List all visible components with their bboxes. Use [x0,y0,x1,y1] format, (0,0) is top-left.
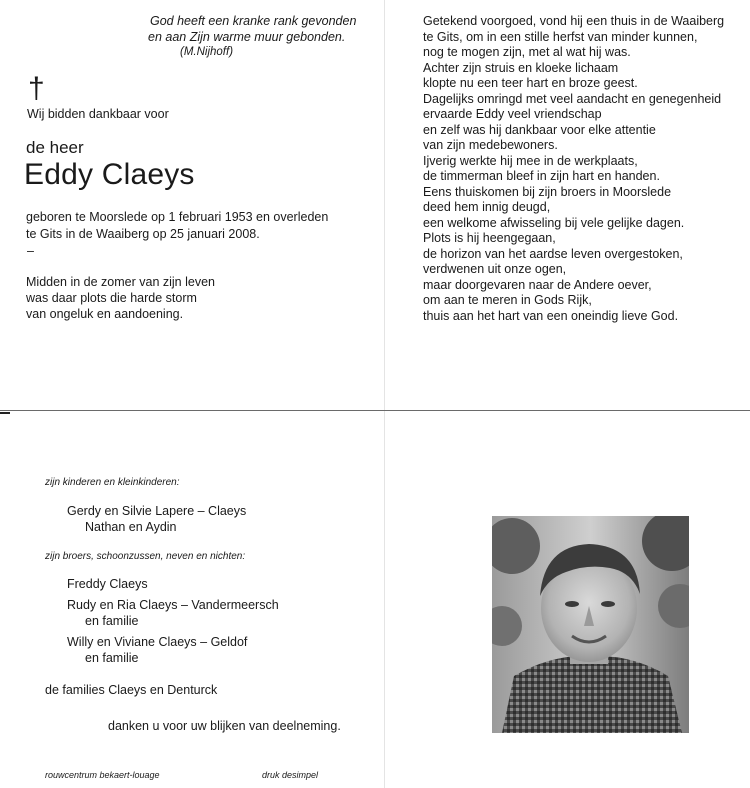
children-line-2: Nathan en Aydin [85,520,177,534]
poem-line: om aan te meren in Gods Rijk, [423,293,592,307]
poem-line: klopte nu een teer hart en broze geest. [423,76,638,90]
sibling-2: Rudy en Ria Claeys – Vandermeersch [67,598,279,612]
poem-line: Achter zijn struis en kloeke lichaam [423,61,619,75]
birth-death-line-2: te Gits in de Waaiberg op 25 januari 2008. [26,227,260,241]
siblings-heading: zijn broers, schoonzussen, neven en nichten: [45,551,246,562]
quote-author: (M.Nijhoff) [180,46,234,58]
funeral-home: rouwcentrum bekaert-louage [45,770,160,780]
printer-credit: druk desimpel [262,770,319,780]
poem-line: Dagelijks omringd met veel aandacht en genegenheid [423,92,722,106]
fold-mark [0,412,10,414]
summer-line-1: Midden in de zomer van zijn leven [26,275,215,289]
poem-line: de timmerman bleef in zijn hart en handen. [423,169,660,183]
poem-line: te Gits, om in een stille herfst van minder kunnen, [423,30,698,44]
poem-line: maar doorgevaren naar de Andere oever, [423,278,652,292]
poem-line: ervaarde Eddy veel vriendschap [423,107,602,121]
summer-line-3: van ongeluk en aandoening. [26,307,184,321]
horizontal-fold [0,410,750,411]
poem-line: Eens thuiskomen bij zijn broers in Moorslede [423,185,672,199]
title-prefix: de heer [26,138,84,157]
sibling-3: Willy en Viviane Claeys – Geldof [67,635,248,649]
poem-line: thuis aan het hart van een oneindig lieve God. [423,309,679,323]
poem-line: Plots is hij heengegaan, [423,231,556,245]
quote-line-1: God heeft een kranke rank gevonden [150,14,357,28]
families-line: de families Claeys en Denturck [45,683,218,697]
poem-line: Getekend voorgoed, vond hij een thuis in de Waaiberg [423,14,725,28]
children-line-1: Gerdy en Silvie Lapere – Claeys [67,504,247,518]
poem-line: deed hem innig deugd, [423,200,551,214]
children-heading: zijn kinderen en kleinkinderen: [45,477,180,488]
deceased-name: Eddy Claeys [24,158,195,191]
poem-line: de horizon van het aardse leven overgestoken, [423,247,683,261]
poem-line: verdwenen uit onze ogen, [423,262,567,276]
intro-text: Wij bidden dankbaar voor [27,107,169,121]
poem-line: en zelf was hij dankbaar voor elke attentie [423,123,656,137]
birth-death-line-1: geboren te Moorslede op 1 februari 1953 en overleden [26,210,329,224]
summer-line-2: was daar plots die harde storm [26,291,197,305]
quote-line-2: en aan Zijn warme muur gebonden. [148,30,346,44]
thanks-line: danken u voor uw blijken van deelneming. [108,719,341,733]
sibling-2-sub: en familie [85,614,139,628]
dash: – [27,244,34,258]
poem-line: nog te mogen zijn, met al wat hij was. [423,45,631,59]
poem-line: een welkome afwisseling bij vele gelijke dagen. [423,216,685,230]
sibling-3-sub: en familie [85,651,139,665]
sibling-1: Freddy Claeys [67,577,148,591]
vertical-fold [384,0,385,788]
cross-icon: † [28,72,45,105]
poem-line: van zijn medebewoners. [423,138,558,152]
poem-line: Ijverig werkte hij mee in de werkplaats, [423,154,638,168]
portrait-photo [492,516,689,733]
